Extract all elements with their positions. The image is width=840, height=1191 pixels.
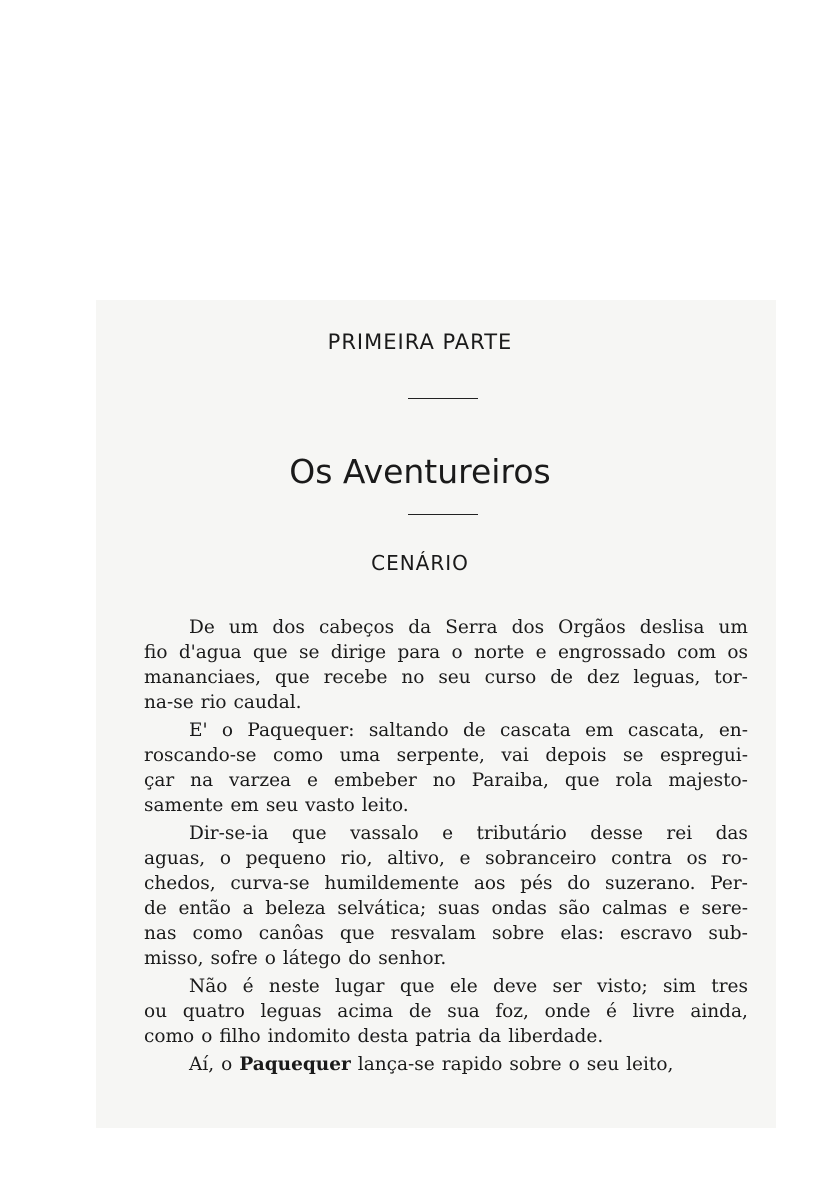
paragraph [144, 1052, 748, 1077]
word: em [230, 795, 259, 816]
word: que [564, 770, 600, 791]
word: d'agua [178, 642, 242, 663]
word: norte [474, 642, 525, 663]
divider-rule-top [408, 398, 478, 399]
text-line [144, 768, 748, 793]
word: patria [415, 1026, 472, 1047]
word: humildemente [324, 873, 460, 894]
word: ainda, [690, 1001, 748, 1022]
word: seu [265, 795, 299, 816]
word: altivo, [387, 848, 445, 869]
word: suzerano. [604, 873, 696, 894]
word: rio, [340, 848, 373, 869]
word: leito, [626, 1054, 674, 1075]
word: Aí, [189, 1054, 215, 1075]
word: em [585, 720, 614, 741]
word: pequeno [245, 848, 327, 869]
word: quatro [182, 1001, 245, 1022]
word: De [189, 617, 215, 638]
word: tres [711, 976, 748, 997]
word: foz, [495, 1001, 529, 1022]
word: indomito [267, 1026, 351, 1047]
word: o [451, 642, 463, 663]
paragraph [144, 615, 748, 715]
word: sere- [701, 898, 748, 919]
text-line [144, 846, 748, 871]
word: E' [189, 720, 208, 741]
text-line [144, 1024, 748, 1049]
word: o [219, 848, 231, 869]
word: tor- [714, 667, 748, 688]
word: espregui- [659, 745, 748, 766]
word: seu [586, 1054, 620, 1075]
paragraph [144, 821, 748, 971]
word: seu [438, 667, 471, 688]
word: a [242, 898, 254, 919]
word: Paraiba, [471, 770, 549, 791]
word: saltando [368, 720, 449, 741]
word: mananciaes, [144, 667, 262, 688]
word: vassalo [350, 823, 419, 844]
word: como [192, 923, 243, 944]
word: vasto [305, 795, 355, 816]
word: de [550, 667, 574, 688]
word: misso, [144, 948, 204, 969]
word: roscando-se [144, 745, 257, 766]
word: na-se [144, 692, 194, 713]
word: filho [219, 1026, 261, 1047]
word: de [462, 720, 486, 741]
word: que [399, 976, 435, 997]
word: que [291, 823, 327, 844]
word: de [144, 898, 167, 919]
word: sobre [491, 923, 545, 944]
word: da [478, 1026, 502, 1047]
word: serpente, [396, 745, 485, 766]
word: escravo [620, 923, 693, 944]
word: nas [144, 923, 177, 944]
word: é [606, 1001, 617, 1022]
word: sub- [708, 923, 748, 944]
word: no [401, 667, 425, 688]
word: os [686, 848, 708, 869]
word: e [307, 770, 318, 791]
word: para [397, 642, 441, 663]
word: ondas [491, 898, 547, 919]
word: deslisa [639, 617, 705, 638]
word: leito. [361, 795, 409, 816]
text-line [144, 896, 748, 921]
word: e [535, 642, 547, 663]
text-line [144, 793, 748, 818]
word: curva-se [230, 873, 310, 894]
word: e [459, 848, 471, 869]
word: se [298, 642, 320, 663]
paragraph [144, 718, 748, 818]
word: desta [357, 1026, 409, 1047]
word: senhor. [378, 948, 447, 969]
word: sim [663, 976, 696, 997]
word: resvalam [390, 923, 476, 944]
word: embeber [333, 770, 417, 791]
text-line [144, 921, 748, 946]
word: suas [437, 898, 480, 919]
word: e [678, 898, 690, 919]
word: das [715, 823, 748, 844]
word: dez [586, 667, 620, 688]
word: aguas, [144, 848, 206, 869]
text-line [144, 640, 748, 665]
word: dos [511, 617, 545, 638]
word: sua [447, 1001, 480, 1022]
word: çar [144, 770, 175, 791]
word: então [178, 898, 231, 919]
word: o [201, 1026, 213, 1047]
text-line [144, 665, 748, 690]
paragraph [144, 974, 748, 1049]
word: são [558, 898, 591, 919]
word: contra [611, 848, 672, 869]
word: um [228, 617, 259, 638]
section-title: CENÁRIO [371, 551, 469, 575]
word: uma [339, 745, 381, 766]
word: acima [337, 1001, 394, 1022]
word: da [408, 617, 432, 638]
word: curso [484, 667, 537, 688]
word: que [252, 642, 288, 663]
word: rei [666, 823, 693, 844]
word: Dir-se-ia [189, 823, 269, 844]
word: caudal. [233, 692, 302, 713]
word: calmas [601, 898, 668, 919]
word: Paquequer [239, 1054, 351, 1075]
divider-rule-bottom [408, 514, 478, 515]
text-line [144, 871, 748, 896]
word: lança-se [357, 1054, 435, 1075]
word: deve [492, 976, 538, 997]
word: samente [144, 795, 224, 816]
word: o [568, 1054, 580, 1075]
word: selvática; [337, 898, 427, 919]
word: um [718, 617, 748, 638]
word: sobre [509, 1054, 562, 1075]
word: beleza [265, 898, 326, 919]
word: liberdade. [508, 1026, 604, 1047]
text-line [144, 1052, 748, 1077]
text-line [144, 946, 748, 971]
word: e [442, 823, 454, 844]
word: sobranceiro [485, 848, 597, 869]
word: Orgãos [558, 617, 626, 638]
word: cascata [500, 720, 571, 741]
word: engrossado [557, 642, 666, 663]
word: ele [449, 976, 478, 997]
word: Per- [710, 873, 748, 894]
word: rola [615, 770, 653, 791]
word: recebe [323, 667, 388, 688]
word: chedos, [144, 873, 216, 894]
word: ro- [721, 848, 748, 869]
word: sofre [210, 948, 258, 969]
word: do [567, 873, 591, 894]
word: dos [272, 617, 305, 638]
text-line [144, 999, 748, 1024]
word: cabeços [318, 617, 395, 638]
word: de [408, 1001, 432, 1022]
word: que [339, 923, 375, 944]
word: majesto- [668, 770, 748, 791]
word: desse [590, 823, 643, 844]
word: na [190, 770, 214, 791]
word: varzea [229, 770, 292, 791]
word: do [348, 948, 372, 969]
word: látego [282, 948, 342, 969]
word: que [274, 667, 310, 688]
word: aos [473, 873, 506, 894]
word: fio [144, 642, 168, 663]
word: lugar [334, 976, 385, 997]
word: visto; [597, 976, 648, 997]
text-line [144, 690, 748, 715]
part-title: PRIMEIRA PARTE [327, 330, 513, 354]
word: o [264, 948, 276, 969]
word: onde [544, 1001, 591, 1022]
text-line [144, 615, 748, 640]
word: dirige [330, 642, 387, 663]
word: é [242, 976, 254, 997]
word: Paquequer: [247, 720, 355, 741]
word: os [727, 642, 748, 663]
word: rapido [441, 1054, 503, 1075]
word: Serra [445, 617, 498, 638]
word: com [676, 642, 717, 663]
word: se [623, 745, 644, 766]
word: o [221, 1054, 233, 1075]
word: en- [718, 720, 748, 741]
word: ou [144, 1001, 168, 1022]
word: canôas [258, 923, 324, 944]
text-line [144, 821, 748, 846]
word: tributário [476, 823, 567, 844]
body-text [144, 615, 748, 1077]
word: pés [520, 873, 553, 894]
word: ser [552, 976, 582, 997]
word: Não [189, 976, 228, 997]
word: cascata, [627, 720, 705, 741]
word: vai [501, 745, 529, 766]
text-line [144, 743, 748, 768]
word: no [432, 770, 456, 791]
word: o [221, 720, 234, 741]
word: rio [200, 692, 227, 713]
word: livre [632, 1001, 675, 1022]
word: leguas, [633, 667, 701, 688]
word: elas: [560, 923, 604, 944]
word: neste [268, 976, 320, 997]
word: leguas [260, 1001, 322, 1022]
word: depois [545, 745, 607, 766]
word: como [144, 1026, 195, 1047]
text-line [144, 718, 748, 743]
word: como [272, 745, 324, 766]
text-line [144, 974, 748, 999]
chapter-title: Os Aventureiros [289, 452, 551, 492]
